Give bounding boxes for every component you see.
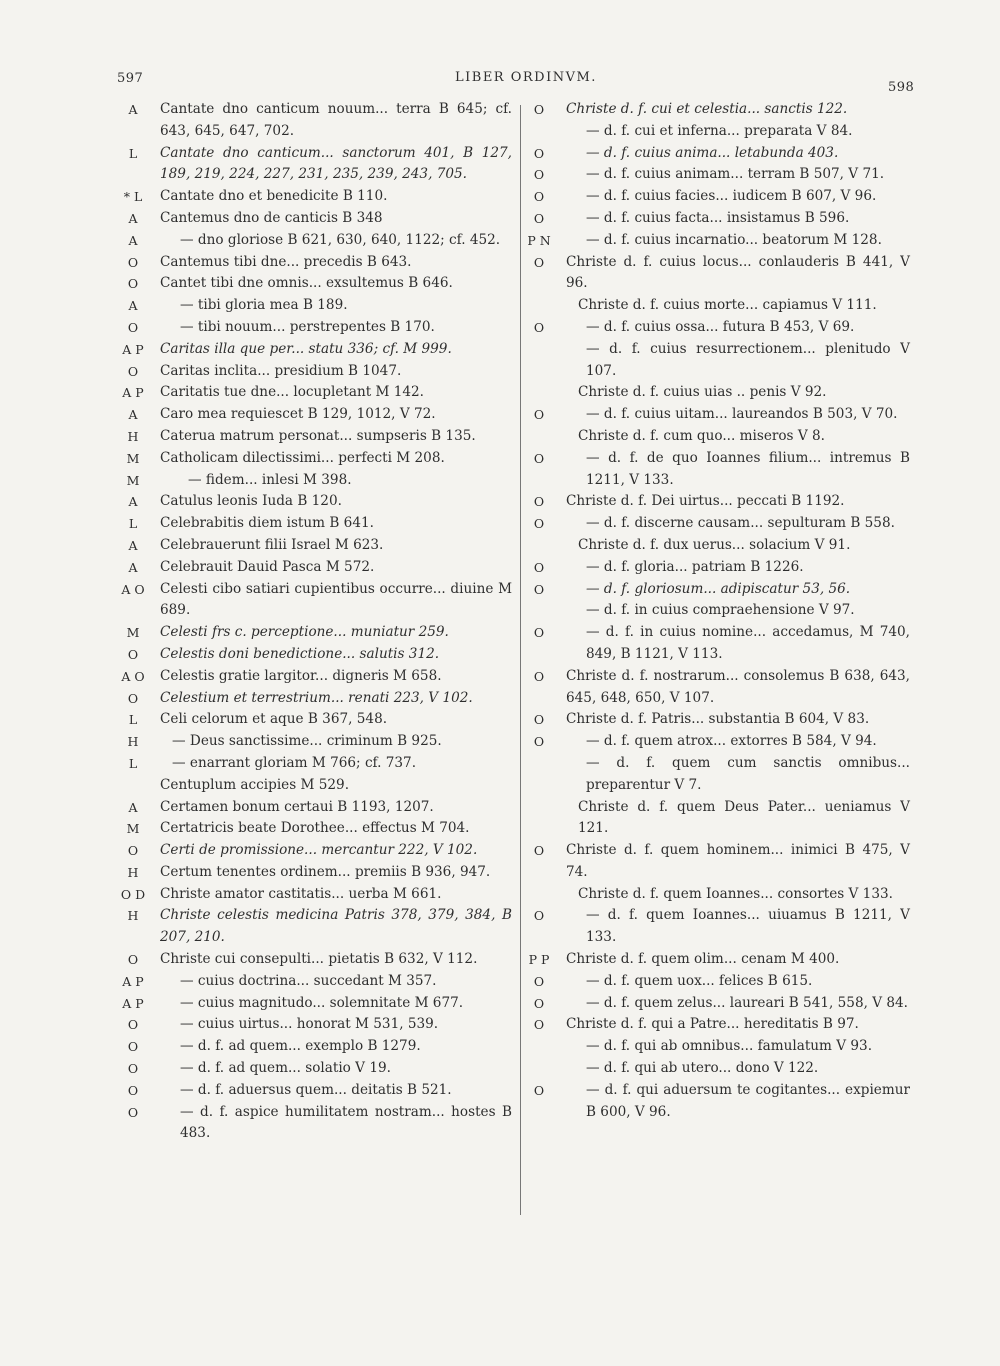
index-entry: [112, 273, 512, 295]
entry-code: O: [127, 690, 139, 706]
index-entry: [520, 905, 910, 949]
entry-text: Christe amator castitatis... uerba M 661.: [160, 885, 442, 902]
index-entry: [520, 230, 910, 252]
index-entry: [112, 1058, 512, 1080]
entry-code: O: [533, 908, 545, 924]
entry-text: — d. f. quem atrox... extorres B 584, V 94.: [586, 733, 877, 750]
index-entry: [520, 753, 910, 797]
entry-code: O: [127, 646, 139, 662]
index-entry: [520, 1058, 910, 1080]
entry-text: — fidem... inlesi M 398.: [188, 471, 352, 488]
entry-text: Caritatis tue dne... locupletant M 142.: [160, 384, 425, 401]
index-entry: [112, 1080, 512, 1102]
index-entry: [112, 840, 512, 862]
entry-code: A: [128, 298, 138, 314]
index-entry: [112, 644, 512, 666]
entry-code: A: [128, 537, 138, 553]
entry-code: O: [533, 254, 545, 270]
entry-text: Christe d. f. dux uerus... solacium V 91.: [578, 536, 851, 553]
entry-text: — d. f. qui ab omnibus... famulatum V 93.: [586, 1038, 873, 1055]
running-title: LIBER ORDINVM.: [455, 70, 597, 85]
index-entry: [112, 993, 512, 1015]
index-entry: [520, 993, 910, 1015]
right-column: [520, 99, 910, 1123]
entry-text: Caterua matrum personat... sumpseris B 135.: [160, 427, 476, 444]
index-entry: [112, 186, 512, 208]
entry-text: — d. f. quem cum sanctis omnibus... preparentur V 7.: [586, 754, 910, 793]
index-entry: [112, 709, 512, 731]
index-entry: [520, 840, 910, 884]
index-entry: [520, 121, 910, 143]
entry-code: O: [533, 1082, 545, 1098]
entry-code: M: [126, 450, 140, 466]
entry-code: L: [128, 145, 138, 161]
entry-code: A: [128, 799, 138, 815]
entry-text: Certatricis beate Dorothee... effectus M 704.: [160, 820, 470, 837]
entry-text: Christe d. f. cuius morte... capiamus V 111.: [578, 297, 877, 314]
entry-text: Celebrabitis diem istum B 641.: [160, 515, 374, 532]
entry-text: — d. f. in cuius compraehensione V 97.: [586, 602, 855, 619]
entry-text: Cantemus dno de canticis B 348: [160, 209, 383, 226]
index-entry: [112, 382, 512, 404]
index-entry: [112, 426, 512, 448]
entry-text: Christe d. f. quem Deus Pater... ueniamus V 121.: [578, 798, 910, 837]
entry-text: — cuius uirtus... honorat M 531, 539.: [180, 1016, 439, 1033]
entry-code: O: [127, 276, 139, 292]
entry-code: A P: [122, 995, 144, 1011]
index-entry: [112, 99, 512, 143]
entry-code: O: [533, 319, 545, 335]
index-entry: [112, 491, 512, 513]
entry-text: Certamen bonum certaui B 1193, 1207.: [160, 798, 434, 815]
right-page-number: 598: [888, 80, 915, 95]
entry-code: O: [533, 973, 545, 989]
entry-text: — d. f. cuius ossa... futura B 453, V 69.: [586, 318, 855, 335]
entry-text: — d. f. in cuius nomine... accedamus, M 740, 849, B 1121, V 113.: [586, 624, 910, 662]
entry-text: Cantemus tibi dne... precedis B 643.: [160, 253, 412, 270]
entry-text: — d. f. cui et inferna... preparata V 84.: [586, 122, 853, 139]
index-entry: [112, 535, 512, 557]
entry-text: — d. f. cuius anima... letabunda 403.: [586, 144, 839, 161]
index-entry: [112, 797, 512, 819]
index-entry: [112, 513, 512, 535]
index-entry: [112, 295, 512, 317]
entry-code: A: [128, 102, 138, 117]
index-entry: [112, 339, 512, 361]
entry-code: O: [533, 1017, 545, 1033]
entry-code: A P: [122, 385, 144, 401]
entry-text: Celestis gratie largitor... digneris M 658.: [160, 667, 442, 684]
entry-text: Christe d. f. quem Ioannes... consortes V 133.: [578, 885, 893, 902]
entry-code: H: [127, 908, 139, 924]
index-entry: [520, 164, 910, 186]
entry-code: H: [127, 734, 139, 750]
index-entry: [520, 1014, 910, 1036]
index-entry: [520, 491, 910, 513]
left-page-number: 597: [117, 71, 144, 86]
index-entry: [520, 252, 910, 296]
entry-text: — d. f. quem uox... felices B 615.: [586, 972, 813, 989]
index-entry: [112, 949, 512, 971]
index-entry: [112, 143, 512, 187]
entry-text: — cuius doctrina... succedant M 357.: [180, 972, 437, 989]
entry-code: O: [127, 1082, 139, 1098]
index-entry: [112, 818, 512, 840]
index-entry: [112, 731, 512, 753]
entry-text: Catholicam dilectissimi... perfecti M 208.: [160, 449, 445, 466]
index-entry: [112, 448, 512, 470]
entry-text: Celi celorum et aque B 367, 548.: [160, 711, 388, 728]
index-entry: [520, 382, 910, 404]
entry-text: Certi de promissione... mercantur 222, V 102.: [160, 842, 478, 859]
entry-code: H: [127, 864, 139, 880]
entry-text: Cantate dno canticum nouum... terra B 645; cf. 643, 645, 647, 702.: [160, 101, 512, 139]
entry-code: O: [127, 1104, 139, 1120]
entry-text: Certum tenentes ordinem... premiis B 936, 947.: [160, 863, 491, 880]
index-entry: [112, 361, 512, 383]
entry-text: — d. f. aspice humilitatem nostram... hostes B 483.: [180, 1103, 512, 1142]
entry-text: Christe d. f. Dei uirtus... peccati B 1192.: [566, 493, 845, 510]
entry-code: O: [127, 952, 139, 968]
index-entry: [112, 208, 512, 230]
entry-text: — d. f. ad quem... exemplo B 1279.: [180, 1038, 421, 1055]
entry-code: O: [127, 1061, 139, 1077]
entry-text: Centuplum accipies M 529.: [160, 776, 350, 793]
entry-text: — d. f. de quo Ioannes filium... intremus B 1211, V 133.: [586, 449, 910, 488]
index-entry: [112, 666, 512, 688]
entry-text: Christe d. f. nostrarum... consolemus B 638, 643, 645, 648, 650, V 107.: [566, 667, 910, 706]
index-entry: [520, 797, 910, 841]
entry-code: A: [128, 232, 138, 248]
entry-code: O: [533, 167, 545, 183]
entry-text: Caritas inclita... presidium B 1047.: [160, 362, 402, 379]
index-entry: [112, 622, 512, 644]
index-entry: [112, 884, 512, 906]
entry-text: Caritas illa que per... statu 336; cf. M 999.: [160, 340, 452, 357]
left-column: [112, 99, 512, 1145]
index-entry: [112, 230, 512, 252]
entry-text: Caro mea requiescet B 129, 1012, V 72.: [160, 406, 436, 423]
entry-code: O: [533, 668, 545, 684]
entry-code: O: [533, 516, 545, 532]
entry-code: O D: [120, 886, 146, 902]
entry-code: M: [126, 625, 140, 641]
entry-code: O: [127, 1039, 139, 1055]
entry-text: — d. f. cuius incarnatio... beatorum M 128.: [586, 231, 882, 248]
entry-text: — d. f. cuius animam... terram B 507, V 71.: [586, 166, 885, 183]
entry-text: — d. f. cuius uitam... laureandos B 503, V 70.: [586, 406, 898, 423]
entry-code: O: [533, 450, 545, 466]
entry-code: O: [127, 1017, 139, 1033]
index-entry: [112, 1036, 512, 1058]
entry-code: O: [533, 210, 545, 226]
index-entry: [520, 426, 910, 448]
index-entry: [520, 339, 910, 383]
entry-text: — d. f. cuius resurrectionem... plenitudo V 107.: [586, 340, 910, 379]
entry-text: Christe d. f. quem hominem... inimici B 475, V 74.: [566, 842, 910, 880]
index-entry: [112, 862, 512, 884]
entry-text: Christe d. f. quem olim... cenam M 400.: [566, 951, 840, 968]
index-entry: [520, 949, 910, 971]
entry-code: O: [533, 734, 545, 750]
index-entry: [520, 513, 910, 535]
entry-text: — dno gloriose B 621, 630, 640, 1122; cf. 452.: [180, 231, 501, 248]
entry-text: — d. f. ad quem... solatio V 19.: [180, 1060, 391, 1077]
index-entry: [112, 317, 512, 339]
index-entry: [520, 709, 910, 731]
entry-code: L: [128, 516, 138, 532]
entry-code: O: [533, 189, 545, 205]
index-entry: [520, 884, 910, 906]
entry-text: Christe d. f. cuius locus... conlauderis B 441, V 96.: [566, 253, 910, 292]
index-entry: [520, 1036, 910, 1058]
entry-code: A O: [121, 668, 145, 684]
entry-text: — d. f. quem Ioannes... uiuamus B 1211, V 133.: [586, 907, 910, 946]
entry-code: A: [128, 210, 138, 226]
entry-code: A P: [122, 973, 144, 989]
entry-text: — tibi nouum... perstrepentes B 170.: [180, 318, 435, 335]
entry-text: Catulus leonis Iuda B 120.: [160, 493, 342, 510]
index-entry: [520, 295, 910, 317]
entry-text: Christe d. f. Patris... substantia B 604, V 83.: [566, 711, 870, 728]
entry-text: — d. f. cuius facies... iudicem B 607, V 96.: [586, 188, 877, 205]
index-entry: [520, 557, 910, 579]
entry-code: O: [533, 995, 545, 1011]
entry-code: L: [128, 755, 138, 771]
index-entry: [520, 600, 910, 622]
index-entry: [112, 688, 512, 710]
entry-text: — d. f. quem zelus... laureari B 541, 558, V 84.: [586, 994, 908, 1011]
index-entry: [112, 557, 512, 579]
entry-text: Celesti cibo satiari cupientibus occurre... diuine M 689.: [160, 580, 512, 619]
index-entry: [520, 186, 910, 208]
entry-text: Christe celestis medicina Patris 378, 379, 384, B 207, 210.: [160, 907, 512, 946]
entry-text: Christe d. f. cui et celestia... sanctis 122.: [566, 101, 848, 117]
entry-text: — tibi gloria mea B 189.: [180, 297, 348, 314]
entry-code: P P: [528, 952, 550, 968]
entry-code: A O: [121, 581, 145, 597]
entry-text: Celebrauit Dauid Pasca M 572.: [160, 558, 375, 575]
index-entry: [112, 579, 512, 623]
index-entry: [112, 971, 512, 993]
entry-code: O: [533, 843, 545, 859]
entry-text: — d. f. discerne causam... sepulturam B 558.: [586, 515, 895, 532]
index-entry: [520, 666, 910, 710]
entry-code: O: [533, 559, 545, 575]
entry-code: A P: [122, 341, 144, 357]
index-entry: [520, 622, 910, 666]
entry-code: L: [128, 712, 138, 728]
entry-text: — d. f. aduersus quem... deitatis B 521.: [180, 1081, 452, 1098]
entry-code: O: [127, 843, 139, 859]
index-entry: [520, 99, 910, 121]
entry-code: H: [127, 428, 139, 444]
entry-text: Celestis doni benedictione... salutis 312.: [160, 645, 440, 662]
entry-text: — Deus sanctissime... criminum B 925.: [172, 733, 442, 750]
index-entry: [112, 1102, 512, 1146]
index-entry: [112, 753, 512, 775]
entry-text: Cantate dno et benedicite B 110.: [160, 188, 388, 205]
entry-text: Christe d. f. qui a Patre... hereditatis B 97.: [566, 1016, 859, 1033]
entry-text: — cuius magnitudo... solemnitate M 677.: [180, 994, 464, 1011]
entry-code: O: [533, 102, 545, 117]
index-entry: [520, 317, 910, 339]
index-entry: [112, 252, 512, 274]
index-entry: [520, 404, 910, 426]
index-entry: [520, 448, 910, 492]
entry-text: — enarrant gloriam M 766; cf. 737.: [172, 754, 417, 771]
entry-code: M: [126, 821, 140, 837]
entry-text: Cantet tibi dne omnis... exsultemus B 646.: [160, 275, 453, 292]
index-entry: [520, 143, 910, 165]
index-entry: [520, 535, 910, 557]
entry-text: Celesti frs c. perceptione... muniatur 259.: [160, 624, 449, 641]
entry-code: A: [128, 559, 138, 575]
index-entry: [520, 731, 910, 753]
entry-text: Celebrauerunt filii Israel M 623.: [160, 536, 384, 553]
index-entry: [112, 1014, 512, 1036]
entry-text: Cantate dno canticum... sanctorum 401, B 127, 189, 219, 224, 227, 231, 235, 239, 243, 705.: [160, 144, 512, 183]
entry-text: Christe d. f. cuius uias .. penis V 92.: [578, 384, 827, 401]
entry-code: O: [533, 712, 545, 728]
entry-code: M: [126, 472, 140, 488]
entry-text: — d. f. qui aduersum te cogitantes... expiemur B 600, V 96.: [586, 1081, 910, 1120]
index-entry: [520, 971, 910, 993]
entry-text: — d. f. qui ab utero... dono V 122.: [586, 1060, 819, 1077]
entry-code: A: [128, 407, 138, 423]
index-entry: [112, 775, 512, 797]
entry-code: O: [533, 494, 545, 510]
entry-text: Celestium et terrestrium... renati 223, V 102.: [160, 689, 473, 706]
entry-text: — d. f. gloriosum... adipiscatur 53, 56.: [586, 580, 851, 597]
index-entry: [520, 1080, 910, 1124]
entry-code: O: [533, 581, 545, 597]
entry-code: O: [127, 254, 139, 270]
entry-code: A: [128, 494, 138, 510]
entry-code: O: [533, 625, 545, 641]
entry-text: Christe cui consepulti... pietatis B 632, V 112.: [160, 951, 478, 968]
entry-text: — d. f. gloria... patriam B 1226.: [586, 558, 804, 575]
entry-code: O: [533, 145, 545, 161]
entry-code: O: [127, 319, 139, 335]
entry-code: P N: [527, 232, 551, 248]
index-entry: [520, 579, 910, 601]
index-entry: [112, 404, 512, 426]
index-entry: [112, 470, 512, 492]
entry-code: O: [533, 407, 545, 423]
entry-code: O: [127, 363, 139, 379]
entry-code: * L: [123, 189, 143, 205]
index-entry: [112, 905, 512, 949]
index-entry: [520, 208, 910, 230]
entry-text: — d. f. cuius facta... insistamus B 596.: [586, 209, 850, 226]
entry-text: Christe d. f. cum quo... miseros V 8.: [578, 427, 825, 444]
